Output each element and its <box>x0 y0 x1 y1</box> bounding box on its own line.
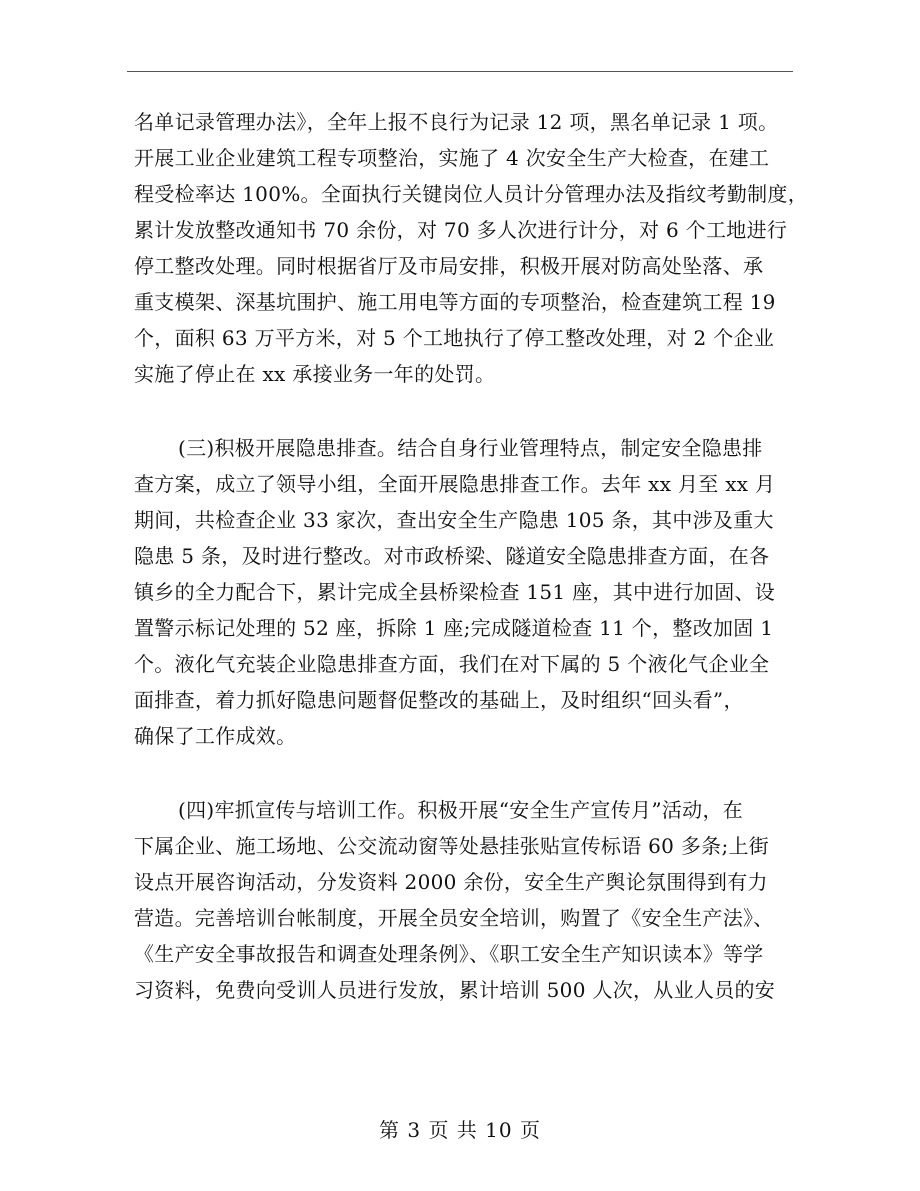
document-body <box>134 104 809 1008</box>
text-line: 确保了工作成效。 <box>134 724 297 748</box>
text-line: 设点开展咨询活动，分发资料 2000 余份，安全生产舆论氛围得到有力 <box>134 870 768 894</box>
text-line: 置警示标记处理的 52 座，拆除 1 座;完成隧道检查 11 个，整改加固 1 <box>134 616 774 640</box>
text-line: 停工整改处理。同时根据省厅及市局安排，积极开展对防高处坠落、承 <box>134 254 764 278</box>
text-line: (四)牢抓宣传与培训工作。积极开展“安全生产宣传月”活动，在 <box>178 798 744 822</box>
paragraph <box>134 792 794 1008</box>
text-line: 镇乡的全力配合下，累计完成全县桥梁检查 151 座，其中进行加固、设 <box>134 580 776 604</box>
text-line: 期间，共检查企业 33 家次，查出安全生产隐患 105 条，其中涉及重大 <box>134 508 774 532</box>
page-number-footer: 第 3 页 共 10 页 <box>379 1118 541 1142</box>
text-line: 下属企业、施工场地、公交流动窗等处悬挂张贴宣传标语 60 多条;上街 <box>134 834 770 858</box>
text-line: 营造。完善培训台帐制度，开展全员安全培训，购置了《安全生产法》、 <box>134 906 774 930</box>
header-rule <box>127 71 793 72</box>
text-line: 累计发放整改通知书 70 余份，对 70 多人次进行计分，对 6 个工地进行 <box>134 218 788 242</box>
text-line: (三)积极开展隐患排查。结合自身行业管理特点，制定安全隐患排 <box>178 436 763 460</box>
text-line: 实施了停止在 xx 承接业务一年的处罚。 <box>134 362 496 386</box>
paragraph <box>134 104 809 392</box>
text-line: 个。液化气充装企业隐患排查方面，我们在对下属的 5 个液化气企业全 <box>134 652 770 676</box>
text-line: 名单记录管理办法》，全年上报不良行为记录 12 项，黑名单记录 1 项。 <box>134 110 779 134</box>
text-line: 开展工业企业建筑工程专项整治，实施了 4 次安全生产大检查，在建工 <box>134 146 770 170</box>
paragraph-spacer <box>134 754 794 792</box>
text-line: 习资料，免费向受训人员进行发放，累计培训 500 人次，从业人员的安 <box>134 978 776 1002</box>
text-line: 隐患 5 条，及时进行整改。对市政桥梁、隧道安全隐患排查方面，在各 <box>134 544 770 568</box>
text-line: 查方案，成立了领导小组，全面开展隐患排查工作。去年 xx 月至 xx 月 <box>134 472 776 496</box>
text-line: 面排查，着力抓好隐患问题督促整改的基础上，及时组织“回头看”， <box>134 688 744 712</box>
text-line: 程受检率达 100%。全面执行关键岗位人员计分管理办法及指纹考勤制度， <box>134 182 809 206</box>
paragraph-spacer <box>134 392 794 430</box>
text-line: 重支模架、深基坑围护、施工用电等方面的专项整治，检查建筑工程 19 <box>134 290 776 314</box>
paragraph <box>134 430 794 754</box>
text-line: 《生产安全事故报告和调查处理条例》、《职工安全生产知识读本》等学 <box>134 942 764 966</box>
text-line: 个，面积 63 万平方米，对 5 个工地执行了停工整改处理，对 2 个企业 <box>134 326 775 350</box>
